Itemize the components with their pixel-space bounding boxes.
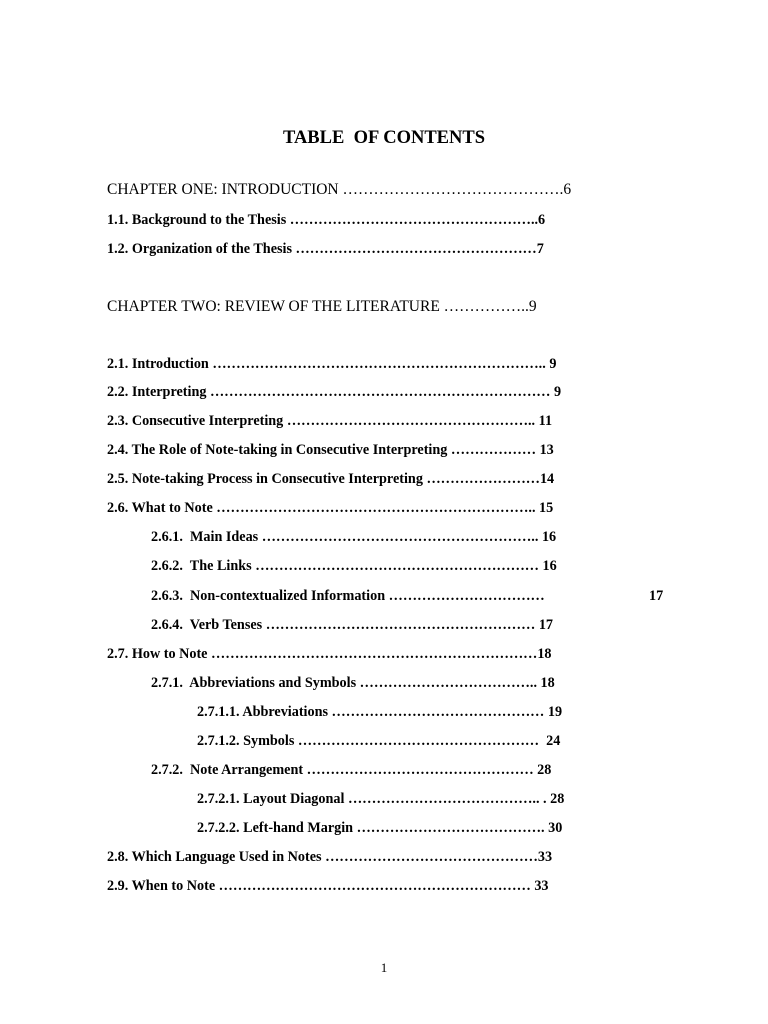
toc-entry-2-7-2: 2.7.2. Note Arrangement ………………………………………… 28 [151,762,552,778]
toc-entry-chapter-two: CHAPTER TWO: REVIEW OF THE LITERATURE ……………..9 [107,298,537,315]
toc-entry-2-3: 2.3. Consecutive Interpreting …………………………………………….. 11 [107,413,553,429]
toc-entry-2-7-1: 2.7.1. Abbreviations and Symbols ……………………………….. 18 [151,675,555,691]
toc-entry-2-9: 2.9. When to Note ………………………………………………………… 33 [107,878,549,894]
toc-entry-2-8: 2.8. Which Language Used in Notes ………………………………………33 [107,849,553,865]
toc-entry-1-1: 1.1. Background to the Thesis ……………………………………………..6 [107,212,546,228]
toc-entry-2-4: 2.4. The Role of Note-taking in Consecutive Interpreting ……………… 13 [107,442,554,458]
toc-entry-2-7-2-1: 2.7.2.1. Layout Diagonal ………………………………….. . 28 [197,791,565,807]
toc-entry-2-7: 2.7. How to Note ……………………………………………………………18 [107,646,552,662]
page-number: 1 [380,960,388,975]
toc-entry-2-2: 2.2. Interpreting ……………………………………………………………… 9 [107,384,562,400]
toc-entry-2-6: 2.6. What to Note ………………………………………………………….. 15 [107,500,554,516]
page-title: TABLE OF CONTENTS [282,128,485,148]
toc-entry-chapter-one: CHAPTER ONE: INTRODUCTION …………………………………….6 [107,181,572,198]
toc-entry-1-2: 1.2. Organization of the Thesis ……………………………………………7 [107,241,544,257]
toc-entry-2-6-1: 2.6.1. Main Ideas ………………………………………………….. 16 [151,529,557,545]
toc-entry-2-7-1-2: 2.7.1.2. Symbols …………………………………………… 24 [197,733,561,749]
toc-entry-2-6-4: 2.6.4. Verb Tenses ………………………………………………… 17 [151,617,554,633]
toc-entry-2-5: 2.5. Note-taking Process in Consecutive Interpreting ……………………14 [107,471,555,487]
toc-page-2-6-3: 17 [649,588,664,604]
toc-entry-2-6-2: 2.6.2. The Links …………………………………………………… 16 [151,558,557,574]
toc-entry-2-1: 2.1. Introduction …………………………………………………………….. 9 [107,356,557,372]
toc-entry-2-6-3: 2.6.3. Non-contextualized Information …………………………… [151,588,545,604]
toc-entry-2-7-2-2: 2.7.2.2. Left-hand Margin …………………………………. 30 [197,820,563,836]
toc-entry-2-7-1-1: 2.7.1.1. Abbreviations ……………………………………… 19 [197,704,563,720]
